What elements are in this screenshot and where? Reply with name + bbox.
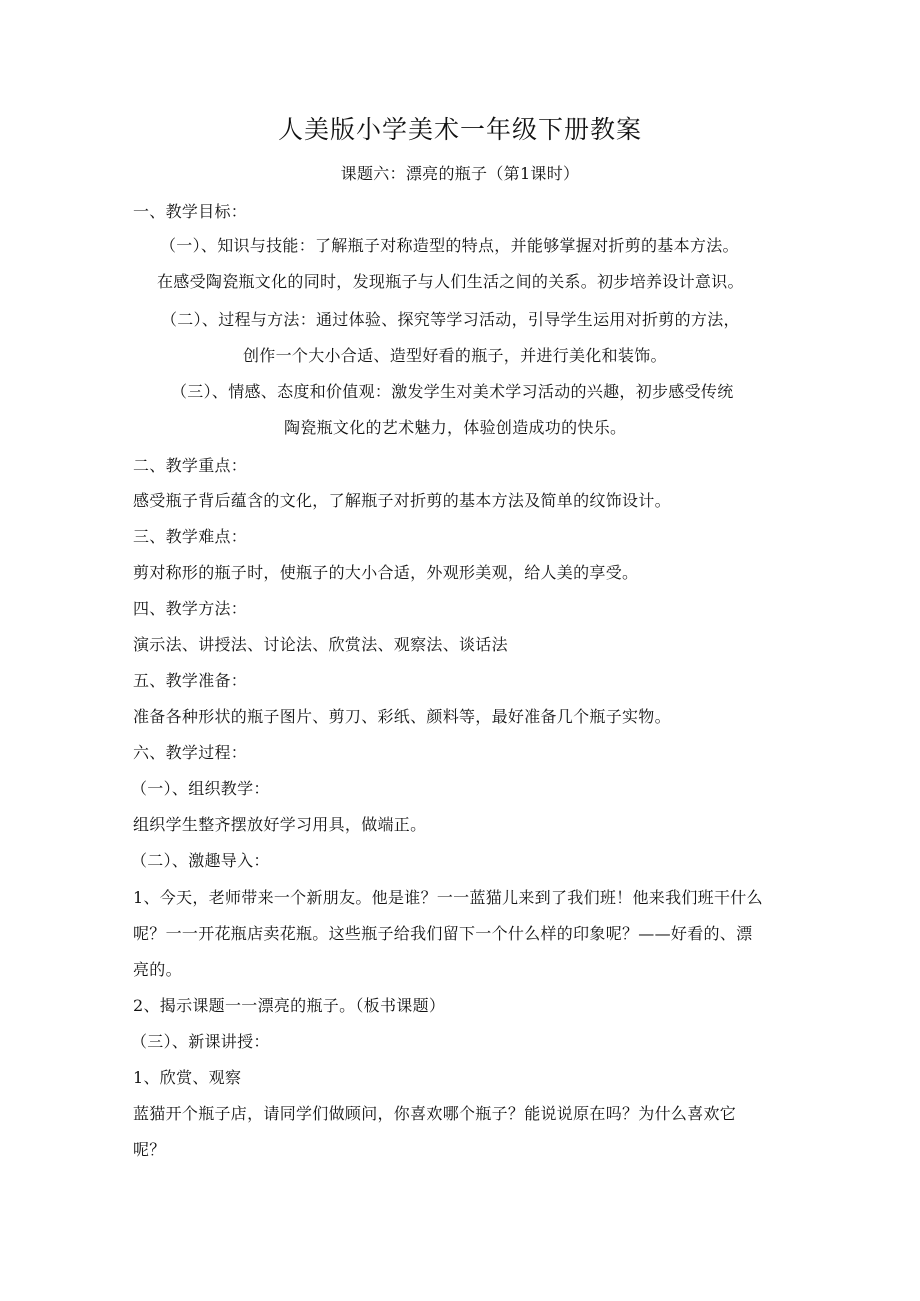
step3-paragraph-line2: 呢？ bbox=[133, 1140, 166, 1159]
step2-paragraph1-line3: 亮的。 bbox=[133, 960, 182, 979]
difficulties-heading: 三、教学难点： bbox=[133, 527, 248, 546]
step2-paragraph1-line1: 1、今天，老师带来一个新朋友。他是谁？一一蓝猫儿来到了我们班！他来我们班干什么 bbox=[133, 888, 763, 907]
document-title: 人美版小学美术一年级下册教案 bbox=[277, 115, 642, 144]
methods-text: 演示法、讲授法、讨论法、欣赏法、观察法、谈话法 bbox=[133, 635, 508, 654]
step2-heading: （二）、激趣导入： bbox=[131, 851, 270, 870]
difficulties-text: 剪对称形的瓶子时，使瓶子的大小合适，外观形美观，给人美的享受。 bbox=[133, 563, 639, 582]
objective-knowledge-line2: 在感受陶瓷瓶文化的同时，发现瓶子与人们生活之间的关系。初步培养设计意识。 bbox=[157, 272, 744, 291]
objective-process-line2: 创作一个大小合适、造型好看的瓶子，并进行美化和装饰。 bbox=[243, 346, 667, 365]
step3-heading: （三）、新课讲授： bbox=[131, 1032, 270, 1051]
step2-paragraph1-line2: 呢？一一开花瓶店卖花瓶。这些瓶子给我们留下一个什么样的印象呢？——好看的、漂 bbox=[133, 924, 753, 943]
step2-paragraph2: 2、揭示课题一一漂亮的瓶子。（板书课题） bbox=[133, 996, 446, 1015]
preparation-heading: 五、教学准备： bbox=[133, 671, 248, 690]
preparation-text: 准备各种形状的瓶子图片、剪刀、彩纸、颜料等，最好准备几个瓶子实物。 bbox=[133, 707, 671, 726]
methods-heading: 四、教学方法： bbox=[133, 599, 248, 618]
step3-subheading: 1、欣赏、观察 bbox=[133, 1068, 242, 1087]
key-points-text: 感受瓶子背后蕴含的文化，了解瓶子对折剪的基本方法及简单的纹饰设计。 bbox=[133, 491, 671, 510]
objective-knowledge-line1: （一）、知识与技能：了解瓶子对称造型的特点，并能够掌握对折剪的基本方法。 bbox=[160, 236, 739, 255]
step1-text: 组织学生整齐摆放好学习用具，做端正。 bbox=[133, 815, 427, 834]
lesson-subtitle: 课题六：漂亮的瓶子（第1课时） bbox=[340, 164, 580, 183]
key-points-heading: 二、教学重点： bbox=[133, 456, 248, 475]
objective-process-line1: （二）、过程与方法：通过体验、探究等学习活动，引导学生运用对折剪的方法， bbox=[161, 310, 740, 329]
objectives-heading: 一、教学目标： bbox=[133, 202, 248, 221]
step1-heading: （一）、组织教学： bbox=[131, 779, 270, 798]
step3-paragraph-line1: 蓝猫开个瓶子店，请同学们做顾问，你喜欢哪个瓶子？能说说原在吗？为什么喜欢它 bbox=[133, 1104, 737, 1123]
objective-attitude-line1: （三）、情感、态度和价值观：激发学生对美术学习活动的兴趣，初步感受传统 bbox=[171, 382, 734, 401]
objective-attitude-line2: 陶瓷瓶文化的艺术魅力，体验创造成功的快乐。 bbox=[284, 418, 627, 437]
process-heading: 六、教学过程： bbox=[133, 743, 248, 762]
